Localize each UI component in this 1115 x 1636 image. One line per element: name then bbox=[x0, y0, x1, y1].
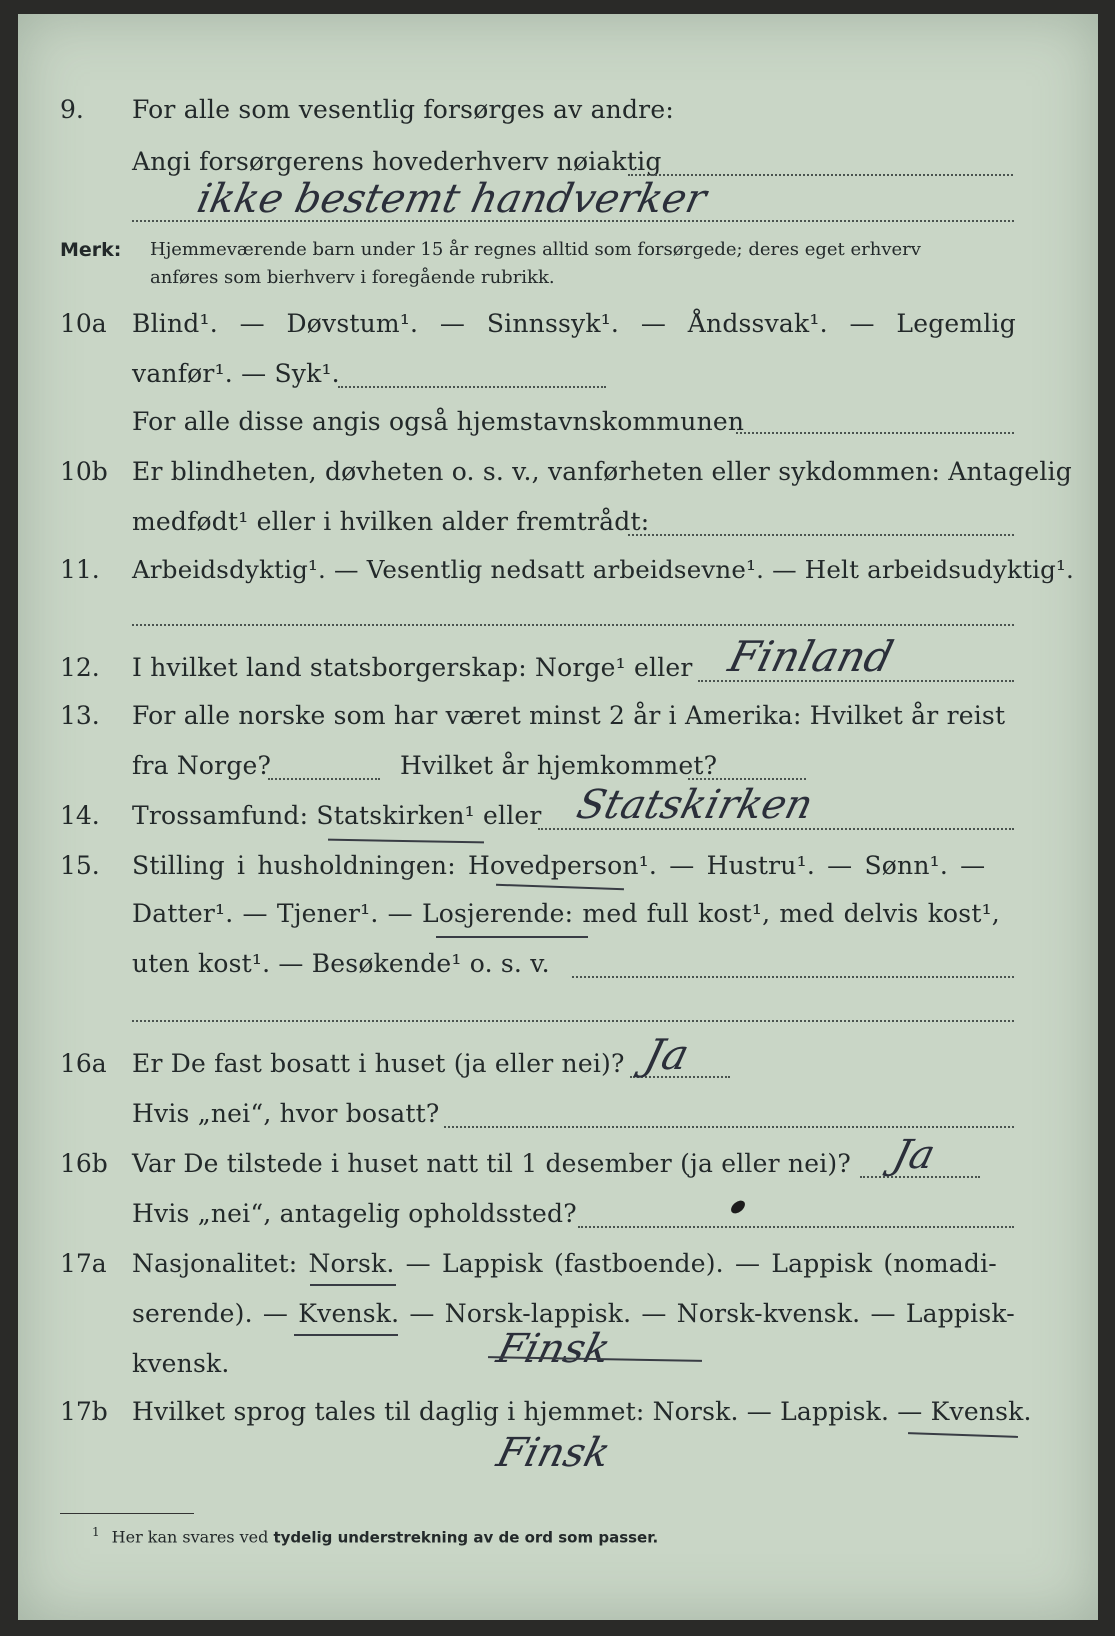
question-text: Trossamfund: Statskirken¹ eller bbox=[132, 801, 542, 830]
question-number: 16b bbox=[60, 1149, 108, 1178]
question-10a bbox=[18, 304, 1098, 344]
option-blind[interactable]: Blind¹. bbox=[132, 309, 218, 338]
option-andssvak[interactable]: Åndssvak¹. bbox=[687, 309, 828, 338]
question-text bbox=[132, 304, 1016, 344]
option-legemlig[interactable]: Legemlig bbox=[896, 309, 1016, 338]
dash: — bbox=[640, 309, 667, 338]
question-number: 10b bbox=[60, 457, 108, 486]
dash: — bbox=[439, 309, 466, 338]
question-10b bbox=[18, 452, 1098, 492]
question-number: 17b bbox=[60, 1397, 108, 1426]
question-16b-line2 bbox=[18, 1194, 1098, 1234]
question-text: medfødt¹ eller i hvilken alder fremtrådt: bbox=[132, 507, 650, 536]
question-number: 12. bbox=[60, 653, 100, 682]
question-number: 9. bbox=[60, 95, 84, 124]
question-text: Er blindheten, døvheten o. s. v., vanførheten eller sykdommen: Antagelig bbox=[132, 457, 1072, 486]
question-14 bbox=[18, 796, 1098, 836]
answer-line bbox=[628, 534, 1014, 536]
underline-mark bbox=[908, 1432, 1018, 1438]
question-text: kvensk. bbox=[132, 1349, 230, 1378]
question-text: fra Norge? bbox=[132, 751, 272, 780]
question-text: Arbeidsdyktig¹. — Vesentlig nedsatt arbeidsevne¹. — Helt arbeidsudyktig¹. bbox=[132, 555, 1075, 584]
question-text: Angi forsørgerens hovederhverv nøiaktig bbox=[132, 147, 662, 176]
question-number: 10a bbox=[60, 309, 107, 338]
dash: — bbox=[239, 309, 265, 338]
footnote-text: Her kan svares ved bbox=[111, 1527, 269, 1547]
question-text: uten kost¹. — Besøkende¹ o. s. v. bbox=[132, 949, 550, 978]
answer-line bbox=[132, 1020, 1014, 1022]
question-text: For alle som vesentlig forsørges av andre: bbox=[132, 95, 674, 124]
question-number: 13. bbox=[60, 701, 100, 730]
underline-mark bbox=[328, 839, 484, 844]
question-text: Datter¹. — Tjener¹. — Losjerende: med full kost¹, med delvis kost¹, bbox=[132, 899, 1000, 928]
question-text: vanfør¹. — Syk¹. bbox=[132, 359, 340, 388]
question-16a bbox=[18, 1044, 1098, 1084]
question-text: Hvilket sprog tales til daglig i hjemmet: Norsk. — Lappisk. — Kvensk. bbox=[132, 1397, 1032, 1426]
note-text: Hjemmeværende barn under 15 år regnes alltid som forsørgede; deres eget erhverv bbox=[150, 239, 921, 260]
answer-line bbox=[538, 828, 1014, 830]
answer-line bbox=[444, 1126, 1014, 1128]
underline-mark bbox=[310, 1284, 396, 1286]
question-text: Var De tilstede i huset natt til 1 desember (ja eller nei)? bbox=[132, 1149, 851, 1178]
question-number: 11. bbox=[60, 555, 100, 584]
census-form-page bbox=[18, 14, 1098, 1620]
question-text: Nasjonalitet: Norsk. — Lappisk (fastboende). — Lappisk (nomadi- bbox=[132, 1249, 997, 1278]
question-text: Er De fast bosatt i huset (ja eller nei)? bbox=[132, 1049, 625, 1078]
question-17a bbox=[18, 1244, 1098, 1284]
option-dovstum[interactable]: Døvstum¹. bbox=[286, 309, 419, 338]
answer-line bbox=[338, 386, 606, 388]
question-text: For alle disse angis også hjemstavnskommunen bbox=[132, 407, 745, 436]
question-text: Hvilket år hjemkommet? bbox=[400, 751, 718, 780]
question-15-line3 bbox=[18, 944, 1098, 984]
handwritten-answer[interactable]: Ja bbox=[888, 1132, 940, 1178]
question-16b bbox=[18, 1144, 1098, 1184]
question-13 bbox=[18, 696, 1098, 736]
question-12 bbox=[18, 648, 1098, 688]
answer-line bbox=[736, 432, 1014, 434]
footnote-bold-text: tydelig understrekning av de ord som passer. bbox=[273, 1528, 659, 1547]
question-number: 16a bbox=[60, 1049, 107, 1078]
question-text: I hvilket land statsborgerskap: Norge¹ eller bbox=[132, 653, 693, 682]
question-number: 14. bbox=[60, 801, 100, 830]
question-11 bbox=[18, 550, 1098, 590]
underline-mark bbox=[436, 936, 588, 938]
question-number: 17a bbox=[60, 1249, 107, 1278]
question-16a-line2 bbox=[18, 1094, 1098, 1134]
question-text: Hvis „nei“, hvor bosatt? bbox=[132, 1099, 440, 1128]
question-13-line2 bbox=[18, 746, 1098, 786]
handwritten-answer[interactable]: Finland bbox=[723, 632, 899, 681]
answer-line bbox=[132, 624, 1014, 626]
note-text: anføres som bierhverv i foregående rubrikk. bbox=[150, 267, 555, 288]
question-text: Stilling i husholdningen: Hovedperson¹. — Hustru¹. — Sønn¹. — bbox=[132, 851, 986, 880]
question-text: Hvis „nei“, antagelig opholdssted? bbox=[132, 1199, 577, 1228]
handwritten-answer[interactable]: Ja bbox=[639, 1030, 694, 1079]
question-number: 15. bbox=[60, 851, 100, 880]
answer-line bbox=[578, 1226, 1014, 1228]
underline-mark bbox=[294, 1334, 398, 1336]
question-15-line2 bbox=[18, 894, 1098, 934]
footnote-mark: 1 bbox=[92, 1525, 100, 1539]
question-15 bbox=[18, 846, 1098, 886]
question-text: serende). — Kvensk. — Norsk-lappisk. — Norsk-kvensk. — Lappisk- bbox=[132, 1299, 1015, 1328]
question-text: For alle norske som har været minst 2 år i Amerika: Hvilket år reist bbox=[132, 701, 1006, 730]
option-sinnssyk[interactable]: Sinnssyk¹. bbox=[486, 309, 620, 338]
handwritten-answer[interactable]: ikke bestemt handverker bbox=[193, 176, 711, 222]
handwritten-answer[interactable]: Statskirken bbox=[572, 782, 818, 828]
handwritten-answer[interactable]: Finsk bbox=[492, 1430, 615, 1476]
question-9 bbox=[18, 90, 1098, 130]
footnote-rule bbox=[60, 1513, 194, 1514]
question-10a-line3 bbox=[18, 402, 1098, 442]
question-10a-line2 bbox=[18, 354, 1098, 394]
dash: — bbox=[849, 309, 875, 338]
note-label: Merk: bbox=[60, 239, 122, 261]
answer-line bbox=[268, 778, 380, 780]
handwritten-answer[interactable]: Finsk bbox=[492, 1326, 615, 1372]
answer-line bbox=[688, 778, 806, 780]
answer-line bbox=[572, 976, 1014, 978]
question-17b bbox=[18, 1392, 1098, 1432]
question-10b-line2 bbox=[18, 502, 1098, 542]
footnote bbox=[92, 1520, 658, 1549]
